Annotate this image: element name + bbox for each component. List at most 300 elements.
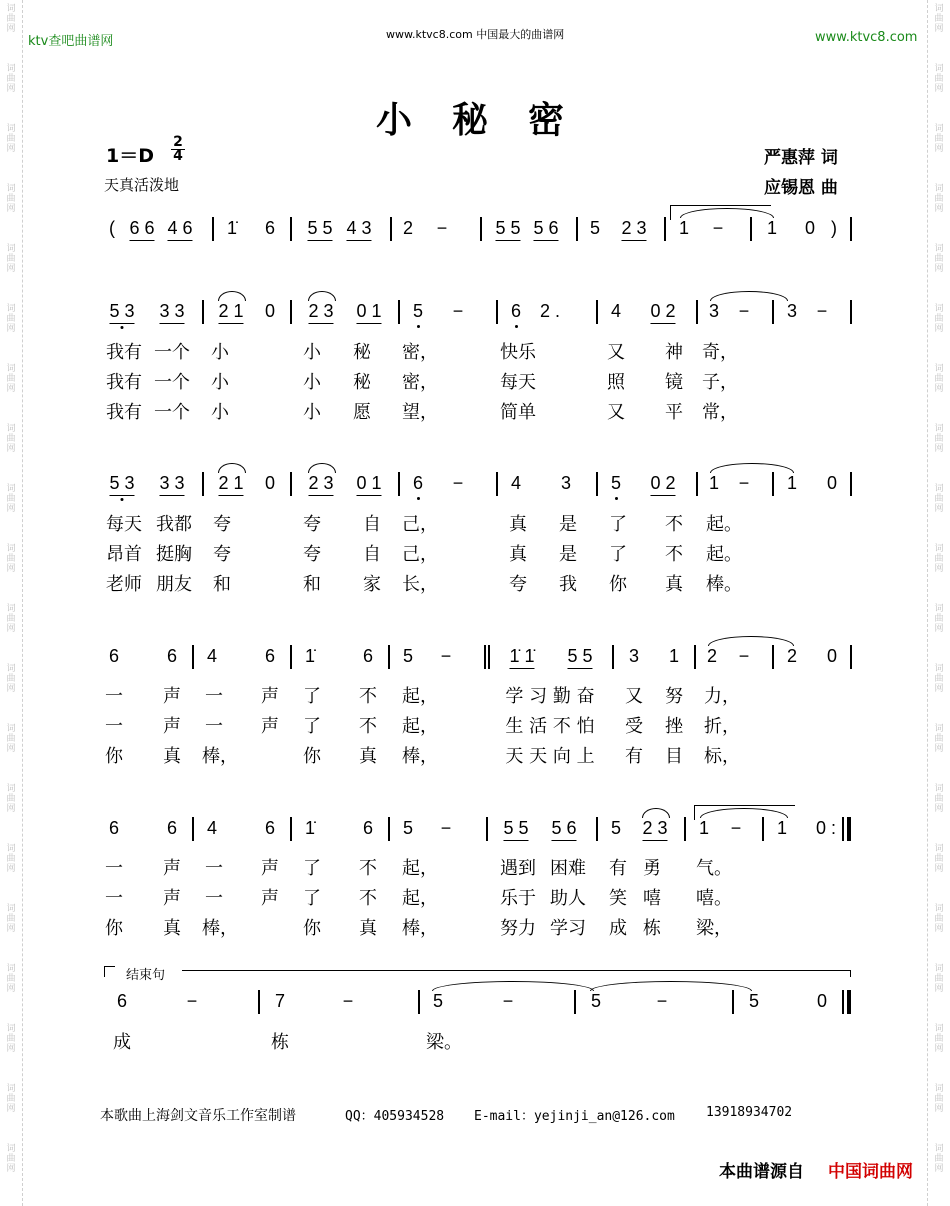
barline (480, 217, 482, 241)
barline (398, 472, 400, 496)
composer-credit: 应锡恩 曲 (764, 178, 838, 198)
barline (290, 217, 292, 241)
note-group: 5 3 (109, 473, 134, 496)
lyricist-credit: 严惠萍 词 (764, 148, 838, 168)
note-repeat: 0 : (815, 818, 837, 838)
lyric-line-4-1 (102, 854, 858, 879)
note: 3 (708, 301, 720, 321)
barline (762, 817, 764, 841)
lyric: 助人 (550, 888, 586, 909)
note: 1 (786, 473, 798, 493)
paren-open: ( (109, 218, 115, 238)
repeat-end-barline (842, 817, 855, 841)
barline (732, 990, 734, 1014)
lyric: 棒， (402, 918, 438, 939)
lyric: 愿 (353, 402, 371, 423)
edge-watermark-text: 词曲网 (934, 1084, 944, 1114)
note-group: 4 6 (167, 218, 192, 241)
final-barline (842, 990, 855, 1014)
edge-watermark-text: 词曲网 (934, 184, 944, 214)
lyric: 我 (559, 574, 577, 595)
note: 1 (668, 646, 680, 666)
lyric: 力， (704, 686, 740, 707)
lyric: 努 (665, 686, 683, 707)
note: 0 (826, 473, 838, 493)
lyric: 你 (303, 746, 321, 767)
barline (696, 300, 698, 324)
lyric: 夸 (303, 544, 321, 565)
staff-system-4 (102, 815, 858, 845)
lyric-line-coda (102, 1028, 858, 1053)
watermark-top-center[interactable]: www.ktvc8.com 中国最大的曲谱网 (386, 28, 565, 41)
edge-watermark-text: 词曲网 (6, 64, 16, 94)
lyric: 平 (665, 402, 683, 423)
note: 2 (786, 646, 798, 666)
dash: − (712, 218, 724, 238)
edge-watermark-text: 词曲网 (6, 544, 16, 574)
note: 6 (510, 301, 522, 321)
lyric: 栋 (271, 1032, 289, 1053)
barline (484, 645, 486, 669)
edge-watermark-text: 词曲网 (6, 1084, 16, 1114)
lyric: 了 (303, 686, 321, 707)
paren-close: ) (831, 218, 837, 238)
barline (664, 217, 666, 241)
lyric: 老师 (106, 574, 142, 595)
lyric: 乐于 (500, 888, 536, 909)
edge-watermark-text: 词曲网 (6, 724, 16, 754)
edge-watermark-text: 词曲网 (934, 604, 944, 634)
lyric: 不 (359, 858, 377, 879)
lyric: 天 天 向 上 (505, 746, 595, 767)
tie (590, 981, 752, 991)
meter-bottom: 4 (171, 149, 185, 163)
lyric: 是 (559, 514, 577, 535)
lyric-line-2-3 (102, 570, 858, 595)
lyric: 简单 (500, 402, 536, 423)
edge-watermark-text: 词曲网 (6, 964, 16, 994)
lyric-line-2-1 (102, 510, 858, 535)
lyric: 密， (402, 372, 438, 393)
edge-watermark-text: 词曲网 (934, 1144, 944, 1174)
barline (596, 300, 598, 324)
lyric: 又 (625, 686, 643, 707)
lyric: 小 (303, 342, 321, 363)
lyric: 成 (113, 1032, 131, 1053)
edge-watermark-text: 词曲网 (934, 4, 944, 34)
lyric: 起， (402, 716, 438, 737)
lyric: 一 (205, 686, 223, 707)
lyric: 了 (303, 888, 321, 909)
note-group: 5 5 (567, 646, 592, 669)
lyric: 神 (665, 342, 683, 363)
note-group: 0 1 (356, 301, 381, 324)
lyric: 一 (205, 716, 223, 737)
note-group: 2 1 (218, 301, 243, 324)
note: 4 (206, 646, 218, 666)
lyric: 不 (359, 686, 377, 707)
lyric: 又 (607, 342, 625, 363)
lyric: 我有 (106, 342, 142, 363)
note: 5 (610, 818, 622, 838)
lyric: 和 (303, 574, 321, 595)
lyric: 一个 (154, 402, 190, 423)
note: 1 (678, 218, 690, 238)
note: 1̇ (226, 218, 238, 238)
edge-watermark-text: 词曲网 (934, 424, 944, 454)
lyric: 不 (359, 716, 377, 737)
lyric: 一个 (154, 342, 190, 363)
barline (290, 300, 292, 324)
dash: − (342, 991, 354, 1011)
footer-studio: 本歌曲上海剑文音乐工作室制谱 (100, 1108, 296, 1124)
lyric: 挫 (665, 716, 683, 737)
staff-system-intro (102, 215, 858, 245)
note: 6 (108, 646, 120, 666)
dash: − (452, 301, 464, 321)
lyric: 小 (303, 402, 321, 423)
lyric: 受 (625, 716, 643, 737)
coda-bracket-corner (104, 966, 115, 977)
lyric: 声 (261, 858, 279, 879)
barline (388, 817, 390, 841)
lyric: 有 (609, 858, 627, 879)
note-group: 6 6 (129, 218, 154, 241)
note: 4 (610, 301, 622, 321)
lyric-line-1-3 (102, 398, 858, 423)
lyric: 我都 (156, 514, 192, 535)
barline (290, 645, 292, 669)
lyric: 努力 (500, 918, 536, 939)
lyric: 照 (607, 372, 625, 393)
note-group: 5 5 (495, 218, 520, 241)
lyric-line-3-1 (102, 682, 858, 707)
watermark-top-right[interactable]: www.ktvc8.com (815, 30, 918, 45)
edge-watermark-text: 词曲网 (6, 904, 16, 934)
note-group: 1̇ 1̇ (509, 646, 534, 669)
edge-watermark-text: 词曲网 (934, 64, 944, 94)
edge-watermark-text: 词曲网 (934, 124, 944, 154)
note: 0 (826, 646, 838, 666)
note-group: 2 3 (308, 301, 333, 324)
edge-watermark-text: 词曲网 (6, 304, 16, 334)
edge-watermark-text: 词曲网 (934, 364, 944, 394)
lyric: 遇到 (500, 858, 536, 879)
lyric-line-3-3 (102, 742, 858, 767)
note: 0 (264, 301, 276, 321)
watermark-top-left[interactable]: ktv查吧曲谱网 (28, 34, 114, 49)
edge-watermark-text: 词曲网 (934, 664, 944, 694)
barline (192, 817, 194, 841)
barline (850, 300, 852, 324)
lyric: 我有 (106, 372, 142, 393)
barline (850, 645, 852, 669)
barline (772, 645, 774, 669)
lyric: 一 (105, 888, 123, 909)
note-group: 5 6 (533, 218, 558, 241)
note: 6 (264, 218, 276, 238)
note: 6 (362, 818, 374, 838)
lyric: 成 (609, 918, 627, 939)
lyric: 有 (625, 746, 643, 767)
lyric: 真 (163, 746, 181, 767)
note: 6 (264, 818, 276, 838)
staff-system-3 (102, 643, 858, 673)
note-group: 0 2 (650, 473, 675, 496)
lyric: 学 习 勤 奋 (505, 686, 595, 707)
note: 6 (264, 646, 276, 666)
footer-email[interactable]: E-mail：yejinji_an@126.com (474, 1109, 675, 1124)
time-signature (171, 136, 185, 163)
barline (574, 990, 576, 1014)
dash: − (502, 991, 514, 1011)
dash: − (738, 301, 750, 321)
note-group: 2 3 (308, 473, 333, 496)
note: 5 (610, 473, 622, 493)
lyric: 声 (261, 686, 279, 707)
edge-watermark-text: 词曲网 (6, 4, 16, 34)
lyric: 夸 (213, 514, 231, 535)
lyric: 真 (359, 746, 377, 767)
lyric: 你 (105, 918, 123, 939)
lyric: 栋 (643, 918, 661, 939)
note-group: 0 2 (650, 301, 675, 324)
barline (850, 472, 852, 496)
footer-qq: QQ：405934528 (345, 1109, 445, 1124)
lyric-line-4-2 (102, 884, 858, 909)
note: 5 (589, 218, 601, 238)
note: 2 (706, 646, 718, 666)
lyric: 折， (704, 716, 740, 737)
lyric: 快乐 (500, 342, 536, 363)
edge-watermark-text: 词曲网 (934, 724, 944, 754)
barline (390, 217, 392, 241)
lyric: 棒， (202, 918, 238, 939)
note: 1̇ (304, 818, 316, 838)
barline (388, 645, 390, 669)
lyric: 了 (303, 858, 321, 879)
lyric: 不 (665, 514, 683, 535)
note: 3 (786, 301, 798, 321)
edge-watermark-text: 词曲网 (6, 184, 16, 214)
barline (212, 217, 214, 241)
note: 4 (206, 818, 218, 838)
barline (772, 472, 774, 496)
dash: − (440, 818, 452, 838)
barline (486, 817, 488, 841)
note: 1 (776, 818, 788, 838)
barline (496, 300, 498, 324)
lyric: 是 (559, 544, 577, 565)
lyric: 一个 (154, 372, 190, 393)
lyric: 不 (665, 544, 683, 565)
lyric: 气。 (696, 858, 732, 879)
lyric: 声 (261, 716, 279, 737)
lyric: 起， (402, 888, 438, 909)
lyric: 又 (607, 402, 625, 423)
lyric: 望， (402, 402, 438, 423)
slur (218, 291, 246, 301)
barline (290, 472, 292, 496)
dash: − (186, 991, 198, 1011)
lyric: 不 (359, 888, 377, 909)
lyric-line-3-2 (102, 712, 858, 737)
lyric: 起。 (706, 514, 742, 535)
lyric: 夸 (509, 574, 527, 595)
slur (642, 808, 670, 818)
dash: − (738, 473, 750, 493)
barline (488, 645, 490, 669)
note-dotted: 2 . (539, 301, 561, 321)
lyric: 标， (704, 746, 740, 767)
staff-system-2 (102, 470, 858, 500)
tie (710, 463, 794, 473)
note-group: 3 3 (159, 473, 184, 496)
lyric: 目 (665, 746, 683, 767)
edge-watermark-text: 词曲网 (6, 124, 16, 154)
note: 5 (590, 991, 602, 1011)
barline (202, 300, 204, 324)
barline (192, 645, 194, 669)
lyric: 了 (303, 716, 321, 737)
dash: − (730, 818, 742, 838)
edge-watermark-text: 词曲网 (934, 544, 944, 574)
lyric: 己， (402, 544, 438, 565)
barline (850, 217, 852, 241)
lyric: 每天 (500, 372, 536, 393)
staff-system-1 (102, 298, 858, 328)
tie (708, 636, 794, 646)
footer-source-name[interactable]: 中国词曲网 (828, 1162, 913, 1182)
lyric: 和 (213, 574, 231, 595)
edge-watermark-text: 词曲网 (6, 664, 16, 694)
edge-watermark-text: 词曲网 (6, 484, 16, 514)
lyric: 夸 (303, 514, 321, 535)
slur (308, 463, 336, 473)
lyric: 小 (211, 342, 229, 363)
lyric: 声 (163, 686, 181, 707)
barline (258, 990, 260, 1014)
lyric: 一 (105, 858, 123, 879)
lyric: 镜 (665, 372, 683, 393)
note: 1̇ (304, 646, 316, 666)
lyric: 每天 (106, 514, 142, 535)
note-group: 2 3 (642, 818, 667, 841)
expression-mark: 天真活泼地 (104, 176, 180, 194)
barline (596, 817, 598, 841)
edge-watermark-text: 词曲网 (934, 1024, 944, 1054)
lyric: 嘻 (643, 888, 661, 909)
note: 0 (804, 218, 816, 238)
note: 0 (264, 473, 276, 493)
edge-watermark-text: 词曲网 (934, 784, 944, 814)
edge-watermark-text: 词曲网 (6, 1144, 16, 1174)
coda-bracket-line (182, 970, 851, 977)
barline (596, 472, 598, 496)
song-title: 小秘密 (376, 99, 605, 141)
note: 3 (628, 646, 640, 666)
barline (202, 472, 204, 496)
barline (398, 300, 400, 324)
lyric: 起， (402, 686, 438, 707)
edge-watermark-text: 词曲网 (6, 604, 16, 634)
slur (218, 463, 246, 473)
meter-top: 2 (173, 134, 183, 150)
lyric: 真 (359, 918, 377, 939)
lyric: 常， (702, 402, 738, 423)
note-group: 5 5 (307, 218, 332, 241)
left-watermark-strip (0, 0, 23, 1206)
lyric: 棒。 (706, 574, 742, 595)
lyric: 夸 (213, 544, 231, 565)
note: 5 (412, 301, 424, 321)
lyric: 昂首 (106, 544, 142, 565)
lyric: 了 (609, 514, 627, 535)
lyric: 声 (163, 888, 181, 909)
note: 2 (402, 218, 414, 238)
dash: − (436, 218, 448, 238)
note: 3 (560, 473, 572, 493)
note-group: 5 6 (551, 818, 576, 841)
note-group: 3 3 (159, 301, 184, 324)
dash: − (816, 301, 828, 321)
lyric: 长， (402, 574, 438, 595)
edge-watermark-text: 词曲网 (6, 844, 16, 874)
note: 0 (816, 991, 828, 1011)
note-group: 5 3 (109, 301, 134, 324)
footer-phone: 13918934702 (706, 1105, 793, 1120)
barline (750, 217, 752, 241)
lyric-line-1-1 (102, 338, 858, 363)
note: 1 (766, 218, 778, 238)
note-group: 4 3 (346, 218, 371, 241)
edge-watermark-text: 词曲网 (934, 844, 944, 874)
edge-watermark-text: 词曲网 (6, 244, 16, 274)
barline (696, 472, 698, 496)
lyric: 你 (303, 918, 321, 939)
right-watermark-strip (927, 0, 950, 1206)
edge-watermark-text: 词曲网 (934, 964, 944, 994)
lyric: 一 (105, 716, 123, 737)
dash: − (656, 991, 668, 1011)
note: 6 (166, 818, 178, 838)
note: 4 (510, 473, 522, 493)
lyric: 小 (211, 402, 229, 423)
lyric: 自 (363, 514, 381, 535)
lyric: 棒， (402, 746, 438, 767)
lyric: 秘 (353, 342, 371, 363)
lyric: 梁。 (426, 1032, 462, 1053)
lyric: 自 (363, 544, 381, 565)
lyric: 一 (105, 686, 123, 707)
barline (496, 472, 498, 496)
barline (772, 300, 774, 324)
lyric: 梁， (696, 918, 732, 939)
note-group: 5 5 (503, 818, 528, 841)
lyric: 你 (105, 746, 123, 767)
lyric: 勇 (643, 858, 661, 879)
lyric: 起， (402, 858, 438, 879)
edge-watermark-text: 词曲网 (934, 484, 944, 514)
key-signature: 1＝D (106, 145, 154, 167)
lyric: 生 活 不 怕 (505, 716, 595, 737)
lyric: 奇， (702, 342, 738, 363)
lyric: 声 (163, 716, 181, 737)
footer-source-label: 本曲谱源自 (719, 1162, 804, 1182)
barline (418, 990, 420, 1014)
edge-watermark-text: 词曲网 (934, 304, 944, 334)
lyric: 小 (303, 372, 321, 393)
